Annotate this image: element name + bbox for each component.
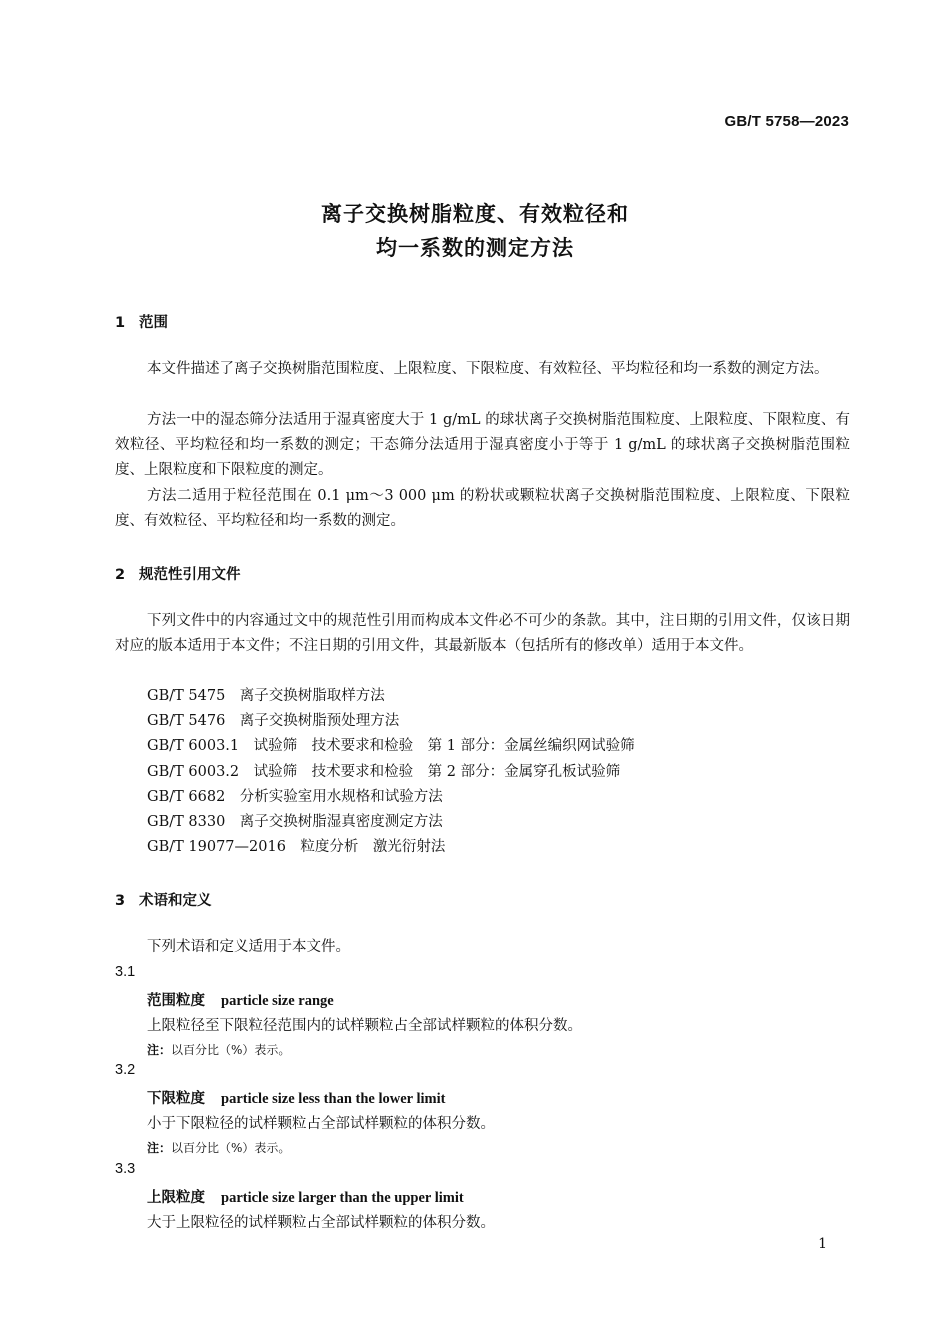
normative-reference-item: GB/T 8330 离子交换树脂湿真密度测定方法 <box>147 814 443 830</box>
term-zh: 下限粒度 <box>147 1091 205 1107</box>
term-heading <box>147 1186 464 1207</box>
note-text: 以百分比（%）表示。 <box>171 1141 291 1155</box>
page-number: 1 <box>818 1236 827 1252</box>
section-3-heading <box>115 889 212 910</box>
term-en: particle size less than the lower limit <box>221 1091 446 1107</box>
note-label: 注： <box>147 1141 172 1155</box>
normative-reference-item: GB/T 6003.2 试验筛 技术要求和检验 第 2 部分：金属穿孔板试验筛 <box>147 764 621 780</box>
section-number: 2 <box>115 567 126 583</box>
term-heading <box>147 1087 445 1108</box>
section-title: 范围 <box>139 315 168 331</box>
normative-reference-item: GB/T 5476 离子交换树脂预处理方法 <box>147 713 400 729</box>
term-zh: 上限粒度 <box>147 1190 205 1206</box>
term-number: 3.3 <box>115 1161 136 1177</box>
term-heading <box>147 989 334 1010</box>
term-number: 3.2 <box>115 1062 136 1078</box>
section-1-paragraph-2: 方法一中的湿态筛分法适用于湿真密度大于 1 g/mL 的球状离子交换树脂范围粒度、上限粒度、下限粒度、有效粒径、平均粒径和均一系数的测定；干态筛分法适用于湿真密度小于等于 1 g/mL 的球状离子交换树脂范围粒度、上限粒度和下限粒度的测定。 <box>115 412 850 478</box>
term-definition: 大于上限粒径的试样颗粒占全部试样颗粒的体积分数。 <box>147 1215 495 1231</box>
note-label: 注： <box>147 1043 172 1057</box>
normative-reference-item: GB/T 19077—2016 粒度分析 激光衍射法 <box>147 839 446 855</box>
document-title-line-2: 均一系数的测定方法 <box>376 236 574 260</box>
term-note <box>147 1139 290 1156</box>
section-number: 1 <box>115 315 126 331</box>
term-zh: 范围粒度 <box>147 993 205 1009</box>
section-1-heading <box>115 311 168 332</box>
normative-reference-item: GB/T 6003.1 试验筛 技术要求和检验 第 1 部分：金属丝编织网试验筛 <box>147 738 635 754</box>
term-number: 3.1 <box>115 964 136 980</box>
term-en: particle size larger than the upper limit <box>221 1190 464 1206</box>
section-1-paragraph-3: 方法二适用于粒径范围在 0.1 μm～3 000 μm 的粉状或颗粒状离子交换树脂范围粒度、上限粒度、下限粒度、有效粒径、平均粒径和均一系数的测定。 <box>115 488 850 529</box>
section-2-paragraph-1: 下列文件中的内容通过文中的规范性引用而构成本文件必不可少的条款。其中，注日期的引用文件，仅该日期对应的版本适用于本文件；不注日期的引用文件，其最新版本（包括所有的修改单）适用于本文件。 <box>115 613 850 654</box>
document-title-line-1: 离子交换树脂粒度、有效粒径和 <box>321 202 629 226</box>
term-definition: 小于下限粒径的试样颗粒占全部试样颗粒的体积分数。 <box>147 1116 495 1132</box>
term-en: particle size range <box>221 993 334 1009</box>
term-definition: 上限粒径至下限粒径范围内的试样颗粒占全部试样颗粒的体积分数。 <box>147 1018 582 1034</box>
standard-code: GB/T 5758—2023 <box>724 113 849 130</box>
normative-reference-item: GB/T 6682 分析实验室用水规格和试验方法 <box>147 789 443 805</box>
section-2-heading <box>115 563 241 584</box>
section-title: 规范性引用文件 <box>139 567 241 583</box>
normative-reference-item: GB/T 5475 离子交换树脂取样方法 <box>147 688 385 704</box>
section-1-paragraph-1: 本文件描述了离子交换树脂范围粒度、上限粒度、下限粒度、有效粒径、平均粒径和均一系数的测定方法。 <box>147 361 829 377</box>
section-number: 3 <box>115 893 126 909</box>
section-3-paragraph-1: 下列术语和定义适用于本文件。 <box>147 939 350 955</box>
section-title: 术语和定义 <box>139 893 212 909</box>
note-text: 以百分比（%）表示。 <box>171 1043 291 1057</box>
term-note <box>147 1041 290 1058</box>
